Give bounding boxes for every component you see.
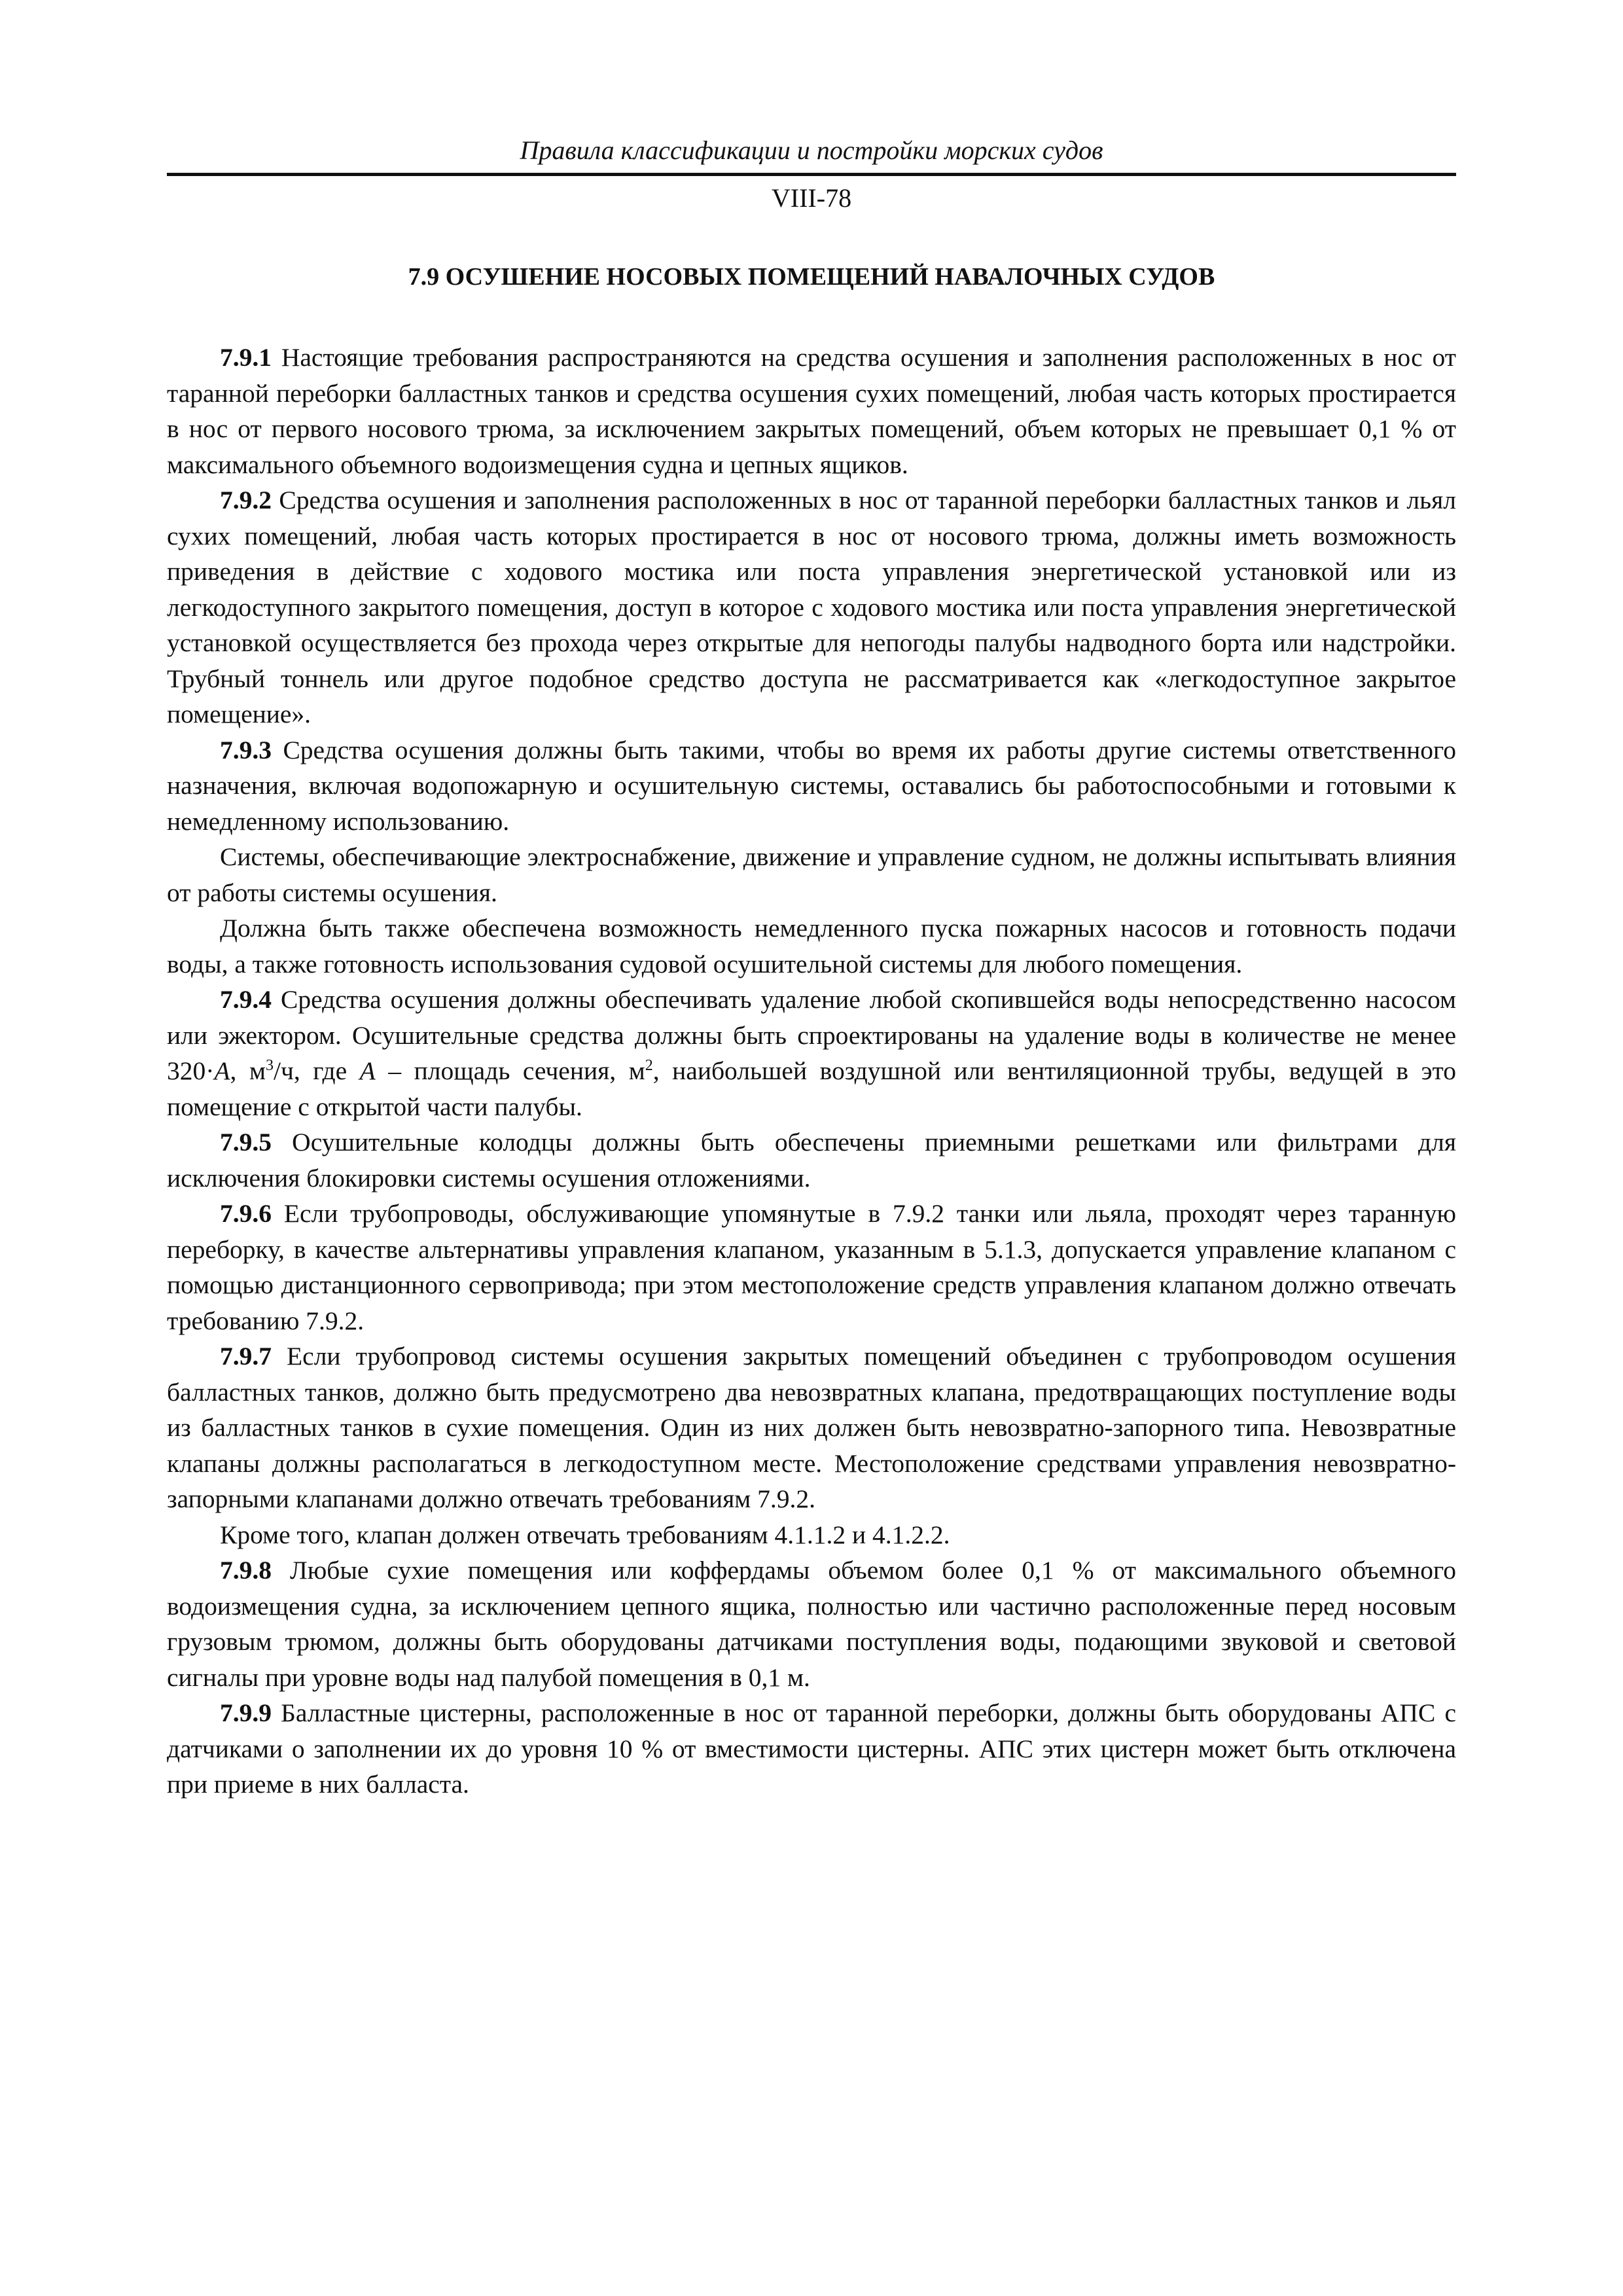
paragraph-7-9-3-power-systems: Системы, обеспечивающие электроснабжение, движение и управление судном, не должны испытывать влияния от работы системы осушения. (167, 842, 1456, 907)
paragraph-7-9-3-fire-pumps: Должна быть также обеспечена возможность немедленного пуска пожарных насосов и готовность подачи воды, а также готовность использования судовой осушительной системы для любого помещения. (167, 914, 1456, 978)
clause-number: 7.9.8 (220, 1556, 272, 1585)
paragraph-7-9-9 (167, 1695, 1456, 1803)
clause-number: 7.9.6 (220, 1199, 272, 1228)
header-rule (167, 173, 1456, 176)
page-number: VIII-78 (771, 183, 852, 213)
paragraph-7-9-8 (167, 1552, 1456, 1695)
paragraph-7-9-4 (167, 982, 1456, 1124)
paragraph-text: Если трубопровод системы осушения закрытых помещений объединен с трубопроводом осушения балластных танков, должно быть предусмотрено два невозвратных клапана, предотвращающих поступление воды из балластных танков в сухие помещения. Один из них должен быть невозвратно-запорного типа. Невозвратные клапаны должны располагаться в легкодоступном месте. Местоположение средствами управления невозвратно-запорными клапанами должно отвечать требованиям 7.9.2. (167, 1342, 1456, 1513)
superscript-2: 2 (645, 1056, 653, 1074)
paragraph-text: Осушительные колодцы должны быть обеспечены приемными решетками или фильтрами для исключения блокировки системы осушения отложениями. (167, 1128, 1456, 1193)
paragraph-text: – площадь сечения, м (375, 1056, 645, 1085)
clause-number: 7.9.4 (220, 985, 272, 1014)
paragraph-text: , наибольшей воздушной или вентиляционной трубы, ведущей в это помещение с открытой части палубы. (167, 1056, 1457, 1121)
section-title: 7.9 ОСУШЕНИЕ НОСОВЫХ ПОМЕЩЕНИЙ НАВАЛОЧНЫХ СУДОВ (408, 263, 1215, 291)
clause-number: 7.9.2 (220, 486, 272, 514)
paragraph-7-9-3 (167, 732, 1456, 840)
paragraph-text: Средства осушения и заполнения расположенных в нос от таранной переборки балластных танков и льял сухих помещений, любая часть которых простирается в нос от носового трюма, должны иметь возможность приведения в действие с ходового мостика или поста управления энергетической установкой или из легкодоступного закрытого помещения, доступ в которое с ходового мостика или поста управления энергетической установкой осуществляется без прохода через открытые для непогоды палубы надводного борта или надстройки. Трубный тоннель или другое подобное средство доступа не рассматривается как «легкодоступное закрытое помещение». (167, 486, 1456, 728)
paragraph-text: Средства осушения должны быть такими, чтобы во время их работы другие системы ответственного назначения, включая водопожарную и осушительную системы, оставались бы работоспособными и готовыми к немедленному использованию. (167, 735, 1456, 836)
paragraph-text: Любые сухие помещения или коффердамы объемом более 0,1 % от максимального объемного водоизмещения судна, за исключением цепного ящика, полностью или частично расположенные перед носовым грузовым трюмом, должны быть оборудованы датчиками поступления воды, подающими звуковой и световой сигналы при уровне воды над палубой помещения в 0,1 м. (167, 1556, 1456, 1692)
paragraph-text: Настоящие требования распространяются на средства осушения и заполнения расположенных в нос от таранной переборки балластных танков и средства осушения сухих помещений, любая часть которых простирается в нос от первого носового трюма, за исключением закрытых помещений, объем которых не превышает 0,1 % от максимального объемного водоизмещения судна и цепных ящиков. (167, 343, 1456, 479)
paragraph-text: /ч, где (273, 1056, 360, 1085)
paragraph-text: Балластные цистерны, расположенные в нос от таранной переборки, должны быть оборудованы АПС с датчиками о заполнении их до уровня 10 % от вместимости цистерны. АПС этих цистерн может быть отключена при приеме в них балласта. (167, 1698, 1456, 1799)
variable-a: A (214, 1056, 230, 1085)
running-header: Правила классификации и постройки морских судов (520, 135, 1103, 165)
clause-number: 7.9.7 (220, 1342, 272, 1371)
variable-a: A (359, 1056, 376, 1085)
document-page (167, 131, 1456, 1803)
paragraph-7-9-2 (167, 482, 1456, 732)
superscript-3: 3 (265, 1056, 274, 1074)
paragraph-7-9-6 (167, 1196, 1456, 1338)
clause-number: 7.9.1 (220, 343, 272, 372)
paragraph-7-9-7-valve: Кроме того, клапан должен отвечать требованиям 4.1.1.2 и 4.1.2.2. (220, 1520, 950, 1549)
paragraph-7-9-7 (167, 1338, 1456, 1517)
paragraph-7-9-1 (167, 340, 1456, 482)
clause-number: 7.9.3 (220, 735, 272, 764)
paragraph-7-9-5 (167, 1124, 1456, 1196)
paragraph-text: , м (230, 1056, 266, 1085)
paragraph-text: Средства осушения должны обеспечивать удаление любой скопившейся воды непосредственно насосом или эжектором. Осушительные средства должны быть спроектированы на удаление воды в количестве не менее 320· (167, 985, 1456, 1085)
clause-number: 7.9.9 (220, 1698, 272, 1727)
clause-number: 7.9.5 (220, 1128, 272, 1157)
paragraph-text: Если трубопроводы, обслуживающие упомянутые в 7.9.2 танки или льяла, проходят через таранную переборку, в качестве альтернативы управления клапаном, указанным в 5.1.3, допускается управление клапаном с помощью дистанционного сервопривода; при этом местоположение средств управления клапаном должно отвечать требованию 7.9.2. (167, 1199, 1456, 1335)
